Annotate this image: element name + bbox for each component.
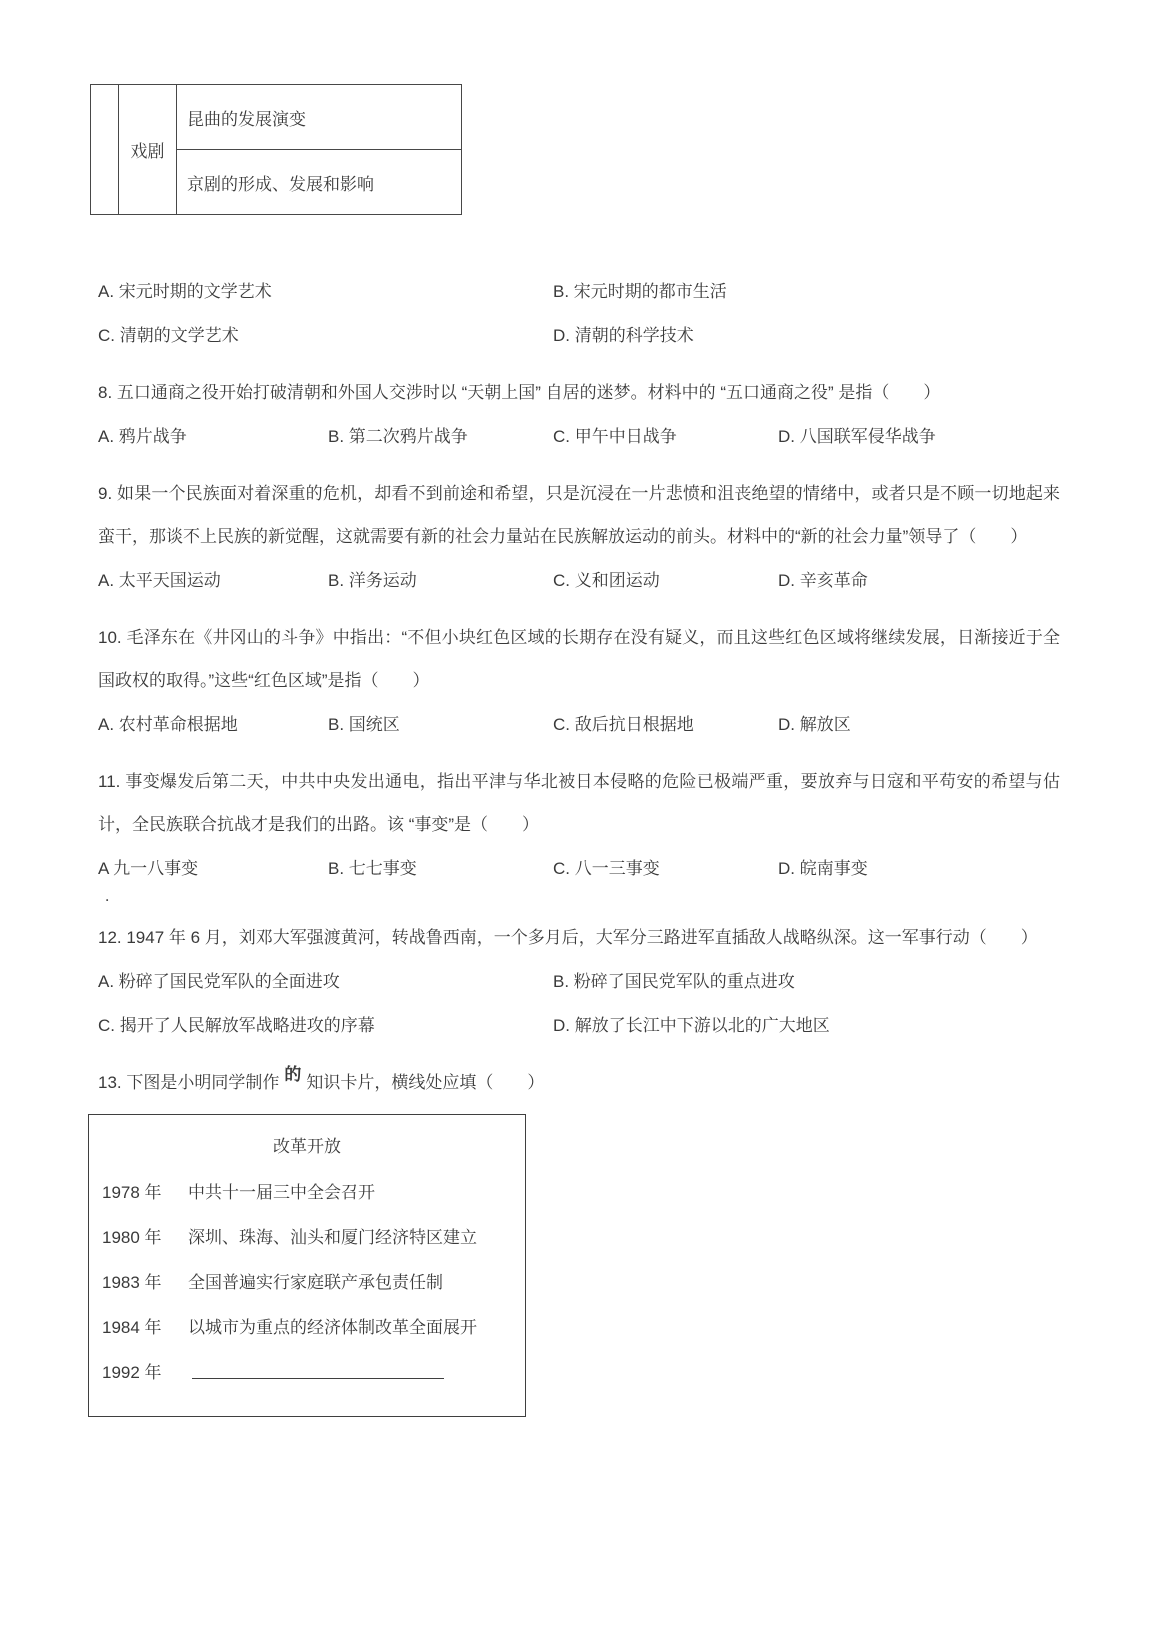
card-event: 深圳、珠海、汕头和厦门经济特区建立 — [188, 1228, 477, 1247]
q7-option-d: D. 清朝的科学技术 — [553, 326, 694, 345]
q7-option-b: B. 宋元时期的都市生活 — [553, 282, 727, 301]
stray-period: ． — [105, 888, 119, 904]
card-year: 1984 年 — [102, 1318, 162, 1337]
q13-suffix: 知识卡片，横线处应填（ ） — [306, 1073, 545, 1092]
question-12-text: 12. 1947 年 6 月，刘邓大军强渡黄河，转战鲁西南，一个多月后，大军分三路进军直插敌人战略纵深。这一军事行动（ ） — [98, 928, 1038, 947]
q10-options — [98, 704, 1060, 746]
q12-option-b: B. 粉碎了国民党军队的重点进攻 — [553, 972, 795, 991]
table-cell-jingju: 京剧的形成、发展和影响 — [187, 174, 374, 194]
card-event: 全国普遍实行家庭联产承包责任制 — [188, 1273, 443, 1292]
q8-options — [98, 416, 1060, 458]
card-row-1984 — [89, 1315, 525, 1341]
q7-option-a: A. 宋元时期的文学艺术 — [98, 282, 272, 301]
q8-option-d: D. 八国联军侵华战争 — [778, 427, 936, 446]
q7-option-c: C. 清朝的文学艺术 — [98, 326, 239, 345]
card-title: 改革开放 — [273, 1137, 341, 1156]
q8-option-a: A. 鸦片战争 — [98, 427, 187, 446]
question-8-text: 8. 五口通商之役开始打破清朝和外国人交涉时以 “天朝上国” 自居的迷梦。材料中的 “五口通商之役” 是指（ ） — [98, 383, 941, 402]
q13-raised-char: 的 — [284, 1065, 302, 1084]
q9-option-b: B. 洋务运动 — [328, 571, 417, 590]
question-10-text: 10. 毛泽东在《井冈山的斗争》中指出：“不但小块红色区域的长期存在没有疑义，而且这些红色区域将继续发展，日渐接近于全国政权的取得。”这些“红色区域”是指（ ） — [98, 628, 1060, 690]
q9-options — [98, 560, 1060, 602]
q7-options-row2 — [98, 315, 1060, 357]
q12-options-row1 — [98, 961, 1060, 1003]
q11-option-a: A 九一八事变 — [98, 859, 199, 878]
card-year: 1983 年 — [102, 1273, 162, 1292]
table-cell-kunqu: 昆曲的发展演变 — [177, 85, 461, 150]
q12-option-a: A. 粉碎了国民党军队的全面进攻 — [98, 972, 340, 991]
card-event: 中共十一届三中全会召开 — [188, 1183, 375, 1202]
q11-options — [98, 848, 1060, 890]
q10-option-a: A. 农村革命根据地 — [98, 715, 238, 734]
q8-option-c: C. 甲午中日战争 — [553, 427, 677, 446]
card-row-1992 — [89, 1360, 525, 1386]
question-9-text: 9. 如果一个民族面对着深重的危机，却看不到前途和希望，只是沉浸在一片悲愤和沮丧绝望的情绪中，或者只是不顾一切地起来蛮干，那谈不上民族的新觉醒，这就需要有新的社会力量站在民族解放运动的前头。材料中的“新的社会力量”领导了（ ） — [98, 484, 1060, 546]
q11-option-b: B. 七七事变 — [328, 859, 417, 878]
q11-option-c: C. 八一三事变 — [553, 859, 660, 878]
q10-option-b: B. 国统区 — [328, 715, 400, 734]
question-13-text — [98, 1061, 1060, 1104]
q12-option-c: C. 揭开了人民解放军战略进攻的序幕 — [98, 1016, 375, 1035]
q9-option-c: C. 义和团运动 — [553, 571, 660, 590]
q12-option-d: D. 解放了长江中下游以北的广大地区 — [553, 1016, 830, 1035]
table-row-label: 戏剧 — [119, 85, 177, 214]
table-content-column — [177, 85, 461, 214]
q12-options-row2 — [98, 1005, 1060, 1047]
card-year: 1992 年 — [102, 1363, 162, 1382]
page-content — [98, 84, 1060, 1417]
q9-option-a: A. 太平天国运动 — [98, 571, 221, 590]
q13-prefix: 13. 下图是小明同学制作 — [98, 1073, 280, 1092]
drama-topic-table — [90, 84, 462, 215]
card-row-1980 — [89, 1225, 525, 1251]
card-row-1983 — [89, 1270, 525, 1296]
q10-option-c: C. 敌后抗日根据地 — [553, 715, 694, 734]
table-empty-column — [91, 85, 119, 214]
question-11-text: 11. 事变爆发后第二天，中共中央发出通电，指出平津与华北被日本侵略的危险已极端严重，要放弃与日寇和平苟安的希望与估计，全民族联合抗战才是我们的出路。该 “事变”是（ ） — [98, 772, 1060, 834]
knowledge-card — [88, 1114, 526, 1417]
card-year: 1978 年 — [102, 1183, 162, 1202]
q11-option-d: D. 皖南事变 — [778, 859, 868, 878]
q7-options-row1 — [98, 271, 1060, 313]
blank-underline — [192, 1360, 444, 1379]
card-year: 1980 年 — [102, 1228, 162, 1247]
q10-option-d: D. 解放区 — [778, 715, 851, 734]
card-event: 以城市为重点的经济体制改革全面展开 — [188, 1318, 477, 1337]
q8-option-b: B. 第二次鸦片战争 — [328, 427, 468, 446]
q9-option-d: D. 辛亥革命 — [778, 571, 868, 590]
card-row-1978 — [89, 1180, 525, 1206]
